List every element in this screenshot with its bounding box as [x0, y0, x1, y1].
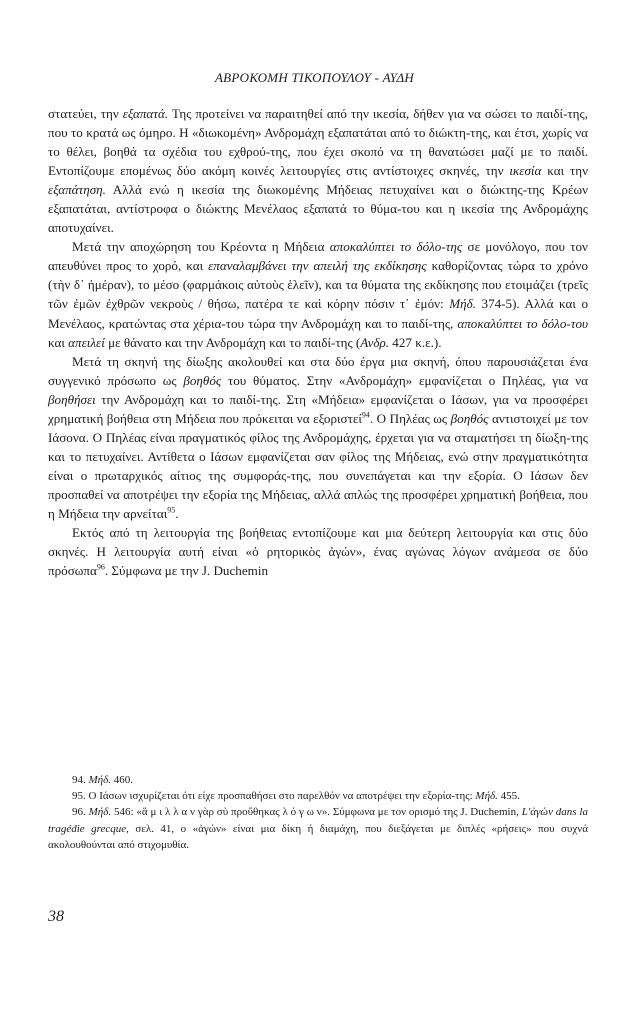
text-run: 96. — [72, 806, 89, 819]
page-number: 38 — [48, 908, 64, 925]
italic-run: Μήδ. — [475, 790, 498, 803]
paragraph — [48, 237, 588, 351]
paragraph — [48, 352, 588, 523]
italic-run: βοηθός — [450, 410, 489, 426]
text-run: Αλλά ενώ η ικεσία της διωκομένης Μήδειας πετυχαίνει και ο διώκτης-της Κρέων εξαπατάται, αντίστροφα ο διώκτης Μενέλαος εξαπατά το θύμα-του και η ικεσία της Ανδρομάχης αποτυχαίνει. — [48, 182, 588, 236]
text-run: Της προτείνει να παραιτηθεί από την ικεσία, δήθεν για να σώσει το παιδί-της, που το κρατά ως όμηρο. Η «διωκομένη» Ανδρομάχη εξαπατάται από το διώκτη-της, και έτσι, χωρίς να το θέλει, βοηθά τα σχέδια του εχθρού-της, που έχει σκοπό να τη θανατώσει μαζί με το παιδί. Εντοπίζουμε επομένως δύο ακόμη κοινές λειτουργίες στις αντίστοιχες σκηνές, την — [48, 106, 588, 179]
text-run: Μετά τη σκηνή της δίωξης ακολουθεί και στα δύο έργα μια σκηνή, όπου παρουσιάζεται ένα συγγενικό πρόσωπο ως — [48, 353, 588, 388]
italic-run: εξαπάτηση. — [48, 182, 106, 198]
text-run: . Σύμφωνα με την J. Duchemin — [104, 563, 269, 579]
footnote — [48, 788, 588, 804]
italic-run: εξαπατά. — [122, 106, 169, 121]
paragraph — [48, 523, 588, 580]
text-run: 94. — [72, 774, 89, 786]
footnote-ref: 96 — [96, 562, 105, 572]
text-run: την Ανδρομάχη και το παιδί-της. Στη «Μήδεια» εμφανίζεται ο Ιάσων, για να προσφέρει χρηματική βοήθεια στη Μήδεια που πρόκειται να εξοριστεί — [48, 391, 588, 426]
text-run: 546: «ἅ μ ι λ λ α ν γὰρ σὺ προὔθηκας λ ό γ ω ν». Σύμφωνα με τον ορισμό της J. Duchemin, — [111, 806, 522, 819]
text-run: σε μονόλογο, που τον απευθύνει προς το χορό, και — [48, 239, 588, 274]
italic-run: Μήδ. — [88, 806, 112, 819]
text-run: και — [48, 334, 69, 350]
text-run: 374-5). Αλλά και ο Μενέλαος, κρατώντας στα χέρια-του τώρα την Ανδρομάχη και το παιδί-της, — [48, 296, 588, 331]
text-run: στατεύει, την — [48, 106, 123, 121]
text-run: 427 κ.ε.). — [389, 334, 442, 350]
italic-run: ικεσία — [509, 163, 542, 179]
italic-run: αποκαλύπτει το δόλο-του — [457, 315, 588, 331]
text-run: 455. — [497, 790, 520, 803]
italic-run: επαναλαμβάνει την απειλή της εκδίκησης — [208, 258, 427, 274]
footnotes — [48, 772, 588, 853]
text-run: αντιστοιχεί με τον Ιάσονα. Ο Πηλέας είναι πραγματικός φίλος της Ανδρομάχης, έρχεται για να σταματήσει τη δίωξη-της και το πετυχαίνει. Αντίθετα ο Ιάσων εμφανίζεται σαν φίλος της Μήδειας, ενώ στην πραγματικότητα είναι ο πρωταρχικός αίτιος της συμφοράς-της, που συνεπάγεται και την εξορία. Ο Ιάσων δεν προσπαθεί να αποτρέψει την εξορία της Μήδειας, αλλά απλώς της προσφέρει χρηματική βοήθεια, που η Μήδεια την αρνείται — [48, 410, 589, 521]
text-run: και την — [541, 163, 588, 179]
text-run: με θάνατο και την Ανδρομάχη και το παιδί-της ( — [104, 334, 361, 350]
italic-run: Ανδρ. — [360, 334, 390, 350]
running-title: ΑΒΡΟΚΟΜΗ ΤΙΚΟΠΟΥΛΟΥ - ΑΥΔΗ — [214, 70, 415, 85]
italic-run: απειλεί — [68, 334, 105, 350]
text-run: . Ο Πηλέας ως — [369, 410, 451, 426]
italic-run: βοηθήσει — [48, 391, 96, 407]
italic-run: Μήδ. — [449, 296, 476, 312]
text-run: καθορίζοντας τώρα το χρόνο (τὴν δ᾽ ἡμέραν), το μέσο (φαρμάκοις αὐτοὺς ἑλεῖν), και τα θύματα της εκδίκησης που ετοιμάζει (τρεῖς τῶν ἐμῶν ἐχθρῶν νεκροὺς / θήσω, πατέρα τε καὶ κόρην πόσιν τ᾽ ἐμόν: — [48, 258, 588, 312]
italic-run: αποκαλύπτει το δόλο-της — [329, 239, 463, 255]
main-text — [48, 104, 588, 580]
italic-run: L'ἀγὼν dans la tragédie grecque, — [48, 806, 588, 835]
footnote — [48, 772, 588, 788]
text-run: Μετά την αποχώρηση του Κρέοντα η Μήδεια — [72, 239, 330, 255]
text-run: 460. — [110, 774, 133, 786]
italic-run: βοηθός — [183, 372, 222, 388]
footnote-ref: 95 — [167, 505, 176, 515]
paragraph — [48, 104, 588, 237]
text-run: . — [175, 505, 179, 521]
text-run: του θύματος. Στην «Ανδρομάχη» εμφανίζεται ο Πηλέας, για να — [221, 372, 589, 388]
footnote — [48, 804, 588, 853]
text-run: 95. Ο Ιάσων ισχυρίζεται ότι είχε προσπαθήσει στο παρελθόν να αποτρέψει την εξορία-της: — [72, 790, 476, 803]
footnote-ref: 94 — [361, 410, 370, 420]
text-run: Εκτός από τη λειτουργία της βοήθειας εντοπίζουμε και μια δεύτερη λειτουργία και στις δύο σκηνές. Η λειτουργία αυτή είναι «ὁ ρητορικὸς ἀγών», ένας αγώνας λόγων ανάμεσα σε δύο πρόσωπα — [48, 525, 588, 579]
text-run: σελ. 41, ο «ἀγών» είναι μια δίκη ή διαμάχη, που διεξάγεται με διπλές «ρήσεις» που συχνά ακολουθούνται από στιχομυθία. — [48, 822, 588, 851]
italic-run: Μήδ. — [88, 774, 111, 786]
